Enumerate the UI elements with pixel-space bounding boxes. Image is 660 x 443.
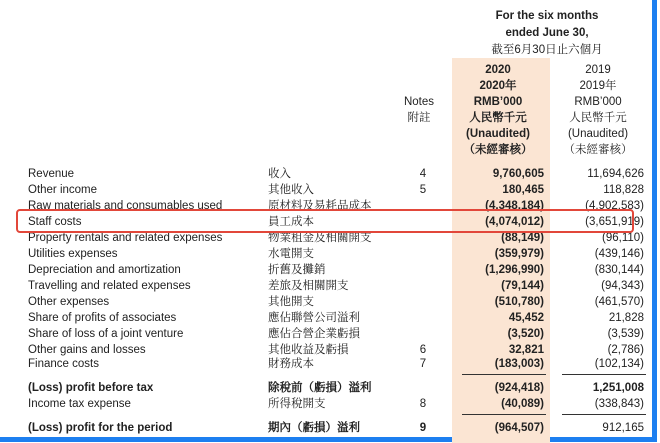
row-value-2019: (3,539) [607,328,644,340]
row-value-2020: 180,465 [502,184,544,196]
row-label: Other expenses [28,296,110,308]
row-label: (Loss) profit for the period [28,422,173,434]
row-label-zh: 員工成本 [268,216,314,228]
row-label: Property rentals and related expenses [28,232,223,244]
table-row-subtotal [0,381,652,396]
row-value-2020: 32,821 [508,344,544,356]
row-value-2019: (4,902,583) [585,200,644,212]
row-label: Other gains and losses [28,344,146,356]
subtotal-rule-2020 [462,374,546,375]
total-rule-2019 [562,414,646,415]
row-value-2020: (3,520) [507,328,544,340]
row-label-zh: 折舊及攤銷 [268,264,326,276]
row-label: Utilities expenses [28,248,118,260]
row-label: Income tax expense [28,398,131,410]
row-value-2020: (1,296,990) [485,264,544,276]
row-label-zh: 除稅前（虧損）溢利 [268,382,372,394]
row-value-2019: 1,251,008 [592,382,644,394]
row-value-2020: (4,074,012) [485,216,544,228]
row-label: Revenue [28,168,75,180]
row-value-2020: (964,507) [494,422,544,434]
table-row [0,357,652,372]
row-note: 6 [419,344,427,356]
row-label-zh: 水電開支 [268,248,314,260]
row-label: Staff costs [28,216,82,228]
row-value-2020: (40,089) [501,398,544,410]
row-value-2019: (439,146) [594,248,644,260]
table-row [0,183,652,198]
row-value-2019: (2,786) [607,344,644,356]
row-label-zh: 物業租金及相關開支 [268,232,372,244]
row-label: Raw materials and consumables used [28,200,223,212]
row-value-2019: 21,828 [608,312,644,324]
table-row [0,295,652,310]
col2019-year-zh: 2019年 [579,80,617,92]
subtotal-rule-2019 [562,374,646,375]
col2020-unit-zh: 人民幣千元 [469,112,527,124]
row-value-2020: (183,003) [494,358,544,370]
row-label-zh: 其他開支 [268,296,314,308]
table-row-tax [0,397,652,412]
row-value-2020: (79,144) [501,280,544,292]
row-label-zh: 原材料及易耗品成本 [268,200,372,212]
row-label-zh: 財務成本 [268,358,314,370]
table-row [0,279,652,294]
row-value-2020: (88,149) [501,232,544,244]
row-label-zh: 差旅及相關開支 [268,280,349,292]
row-label: Share of loss of a joint venture [28,328,184,340]
row-value-2019: (94,343) [601,280,644,292]
row-value-2020: (359,979) [494,248,544,260]
table-row [0,247,652,262]
row-label: Other income [28,184,98,196]
notes-header: Notes [403,96,435,108]
col2020-year-zh: 2020年 [479,80,517,92]
col2020-year: 2020 [485,64,511,76]
row-value-2020: (4,348,184) [485,200,544,212]
notes-header-zh: 附註 [407,112,431,124]
row-label-zh: 其他收入 [268,184,314,196]
col2019-audit: (Unaudited) [567,128,629,140]
col2019-year: 2019 [585,64,611,76]
table-row [0,311,652,326]
period-header-zh: 截至6月30日止六個月 [491,44,603,56]
staff-costs-highlight-box [16,209,634,233]
table-row [0,231,652,246]
row-value-2020: 45,452 [508,312,544,324]
row-label-zh: 期內（虧損）溢利 [268,422,360,434]
table-row [0,327,652,342]
row-value-2019: 912,165 [602,422,644,434]
period-header-line1: For the six months [495,10,599,22]
row-label-zh: 其他收益及虧損 [268,344,349,356]
table-row-total [0,421,652,436]
col2019-unit: RMB’000 [574,96,622,108]
col2020-unit: RMB’000 [473,96,523,108]
col2020-audit: (Unaudited) [466,128,530,140]
row-label: Depreciation and amortization [28,264,181,276]
row-label-zh: 應佔合營企業虧損 [268,328,360,340]
period-header-line2: ended June 30, [505,27,589,39]
row-label-zh: 收入 [268,168,291,180]
row-note: 9 [419,422,427,434]
row-value-2019: (96,110) [602,232,644,244]
col2020-audit-zh: （未經審核） [463,144,533,156]
row-value-2020: 9,760,605 [492,168,544,180]
col2019-audit-zh: （未經審核） [563,144,633,156]
row-label-zh: 應佔聯營公司溢利 [268,312,360,324]
row-label: (Loss) profit before tax [28,382,154,394]
row-value-2019: (3,651,919) [585,216,644,228]
row-note: 4 [419,168,427,180]
row-note: 5 [419,184,427,196]
table-row [0,343,652,358]
row-label: Travelling and related expenses [28,280,191,292]
row-value-2019: (830,144) [594,264,644,276]
row-note: 8 [419,398,427,410]
row-value-2019: 11,694,626 [587,168,644,180]
row-value-2020: (924,418) [494,382,544,394]
row-value-2019: (338,843) [594,398,644,410]
row-value-2019: (461,570) [594,296,644,308]
col2019-unit-zh: 人民幣千元 [569,112,627,124]
row-value-2019: 118,828 [603,184,644,196]
table-row [0,263,652,278]
row-value-2020: (510,780) [494,296,544,308]
row-label: Finance costs [28,358,99,370]
table-row [0,167,652,182]
total-rule-2020 [462,414,546,415]
row-label: Share of profits of associates [28,312,177,324]
row-note: 7 [419,358,427,370]
row-value-2019: (102,134) [594,358,644,370]
row-label-zh: 所得稅開支 [268,398,326,410]
